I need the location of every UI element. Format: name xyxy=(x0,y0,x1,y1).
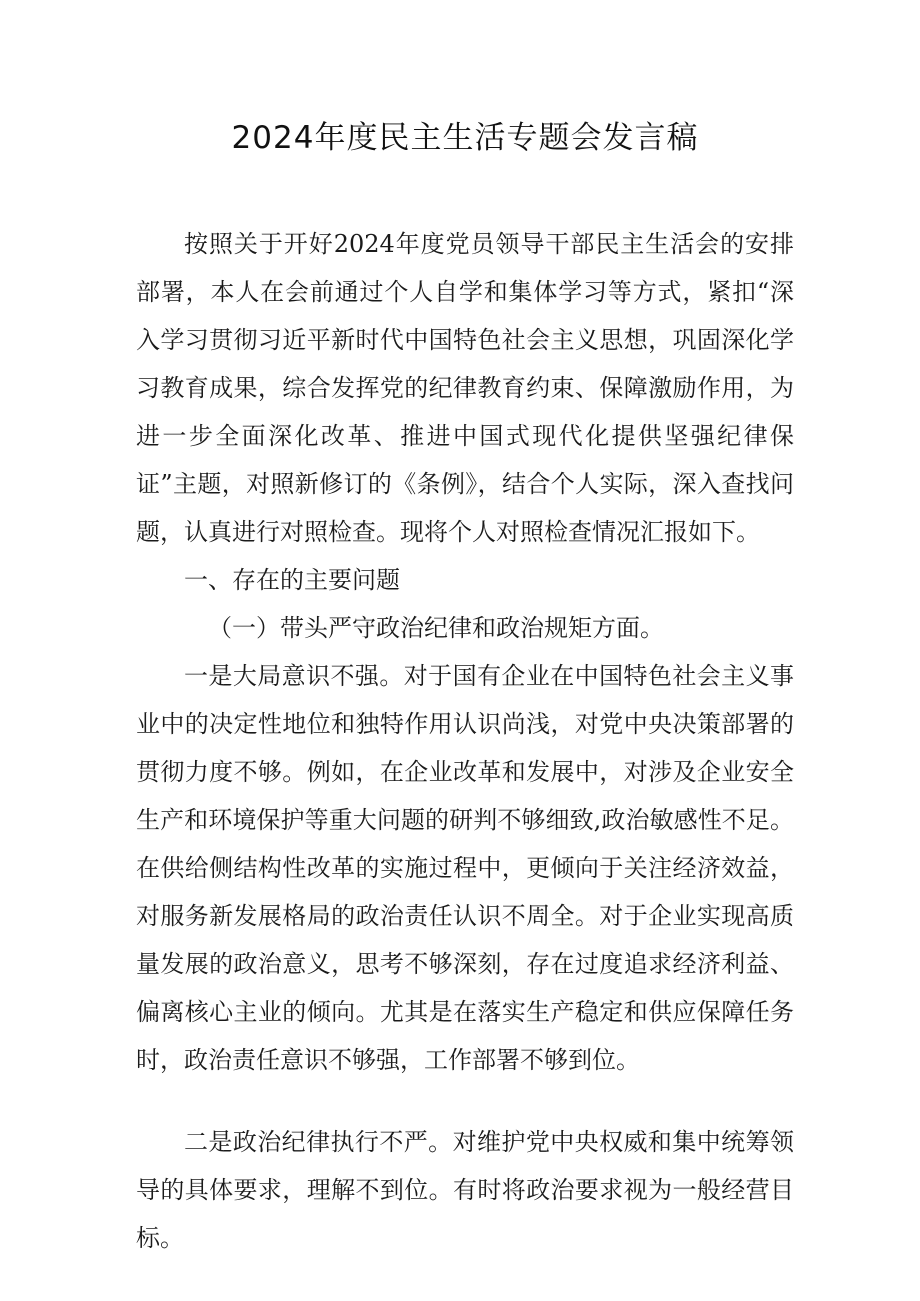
paragraph-spacer xyxy=(136,1084,794,1118)
intro-paragraph: 按照关于开好2024年度党员领导干部民主生活会的安排部署，本人在会前通过个人自学和集体学习等方式，紧扣“深入学习贯彻习近平新时代中国特色社会主义思想，巩固深化学习教育成果，综合发挥党的纪律教育约束、保障激励作用，为进一步全面深化改革、推进中国式现代化提供坚强纪律保证”主题，对照新修订的《条例》，结合个人实际，深入查找问题，认真进行对照检查。现将个人对照检查情况汇报如下。 xyxy=(136,230,794,546)
body-paragraph-2: 二是政治纪律执行不严。对维护党中央权威和集中统筹领导的具体要求，理解不到位。有时将政治要求视为一般经营目标。 xyxy=(136,1128,794,1252)
section-heading: 一、存在的主要问题 xyxy=(184,566,400,594)
document-title: 2024年度民主生活专题会发言稿 xyxy=(231,120,699,156)
subsection-heading: （一）带头严守政治纪律和政治规矩方面。 xyxy=(208,614,664,642)
body-paragraph-1: 一是大局意识不强。对于国有企业在中国特色社会主义事业中的决定性地位和独特作用认识尚浅，对党中央决策部署的贯彻力度不够。例如，在企业改革和发展中，对涉及企业安全生产和环境保护等重大问题的研判不够细致,政治敏感性不足。在供给侧结构性改革的实施过程中，更倾向于关注经济效益，对服务新发展格局的政治责任认识不周全。对于企业实现高质量发展的政治意义，思考不够深刻，存在过度追求经济利益、偏离核心主业的倾向。尤其是在落实生产稳定和供应保障任务时，政治责任意识不够强，工作部署不够到位。 xyxy=(136,662,794,1074)
